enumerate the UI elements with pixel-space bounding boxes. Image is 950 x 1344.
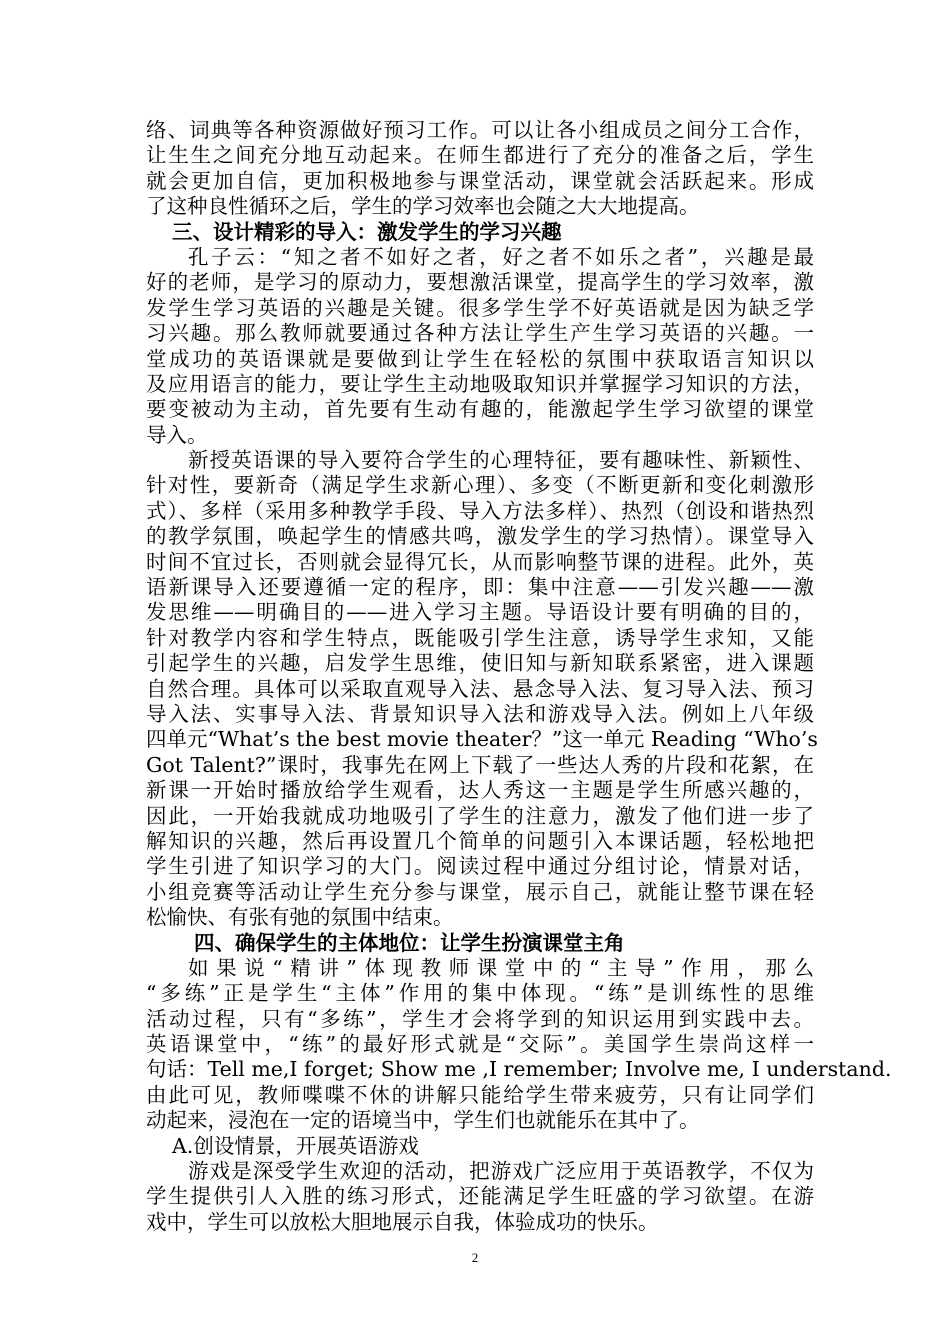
text-line: 如果说“精讲”体现教师课堂中的“主导”作用，那么: [188, 955, 814, 980]
text-line: 发思维——明确目的——进入学习主题。导语设计要有明确的目的，: [146, 600, 814, 625]
text-line: 针对教学内容和学生特点，既能吸引学生注意，诱导学生求知，又能: [146, 625, 814, 650]
text-line: 自然合理。具体可以采取直观导入法、悬念导入法、复习导入法、预习: [146, 676, 814, 701]
text-line: 引起学生的兴趣，启发学生思维，使旧知与新知联系紧密，进入课题: [146, 651, 814, 676]
section-heading: 三、设计精彩的导入：激发学生的学习兴趣: [172, 219, 562, 244]
text-line: 针对性，要新奇（满足学生求新心理）、多变（不断更新和变化刺激形: [146, 473, 814, 498]
text-line: “多练”正是学生“主体”作用的集中体现。“练”是训练性的思维: [146, 981, 814, 1006]
subsection-heading: A.创设情景，开展英语游戏: [172, 1133, 419, 1158]
text-line: 因此，一开始我就成功地吸引了学生的注意力，激发了他们进一步了: [146, 803, 814, 828]
text-line: 戏中，学生可以放松大胆地展示自我，体验成功的快乐。: [146, 1209, 659, 1234]
text-line: 堂成功的英语课就是要做到让学生在轻松的氛围中获取语言知识以: [146, 346, 814, 371]
text-line: 新授英语课的导入要符合学生的心理特征，要有趣味性、新颖性、: [188, 448, 814, 473]
text-line: 英语课堂中，“练”的最好形式就是“交际”。美国学生崇尚这样一: [146, 1032, 814, 1057]
text-line: 四单元“What’s the best movie theater？”这一单元 Reading “Who’s: [146, 727, 818, 752]
text-line: 习兴趣。那么教师就要通过各种方法让学生产生学习英语的兴趣。一: [146, 321, 814, 346]
text-line: 时间不宜过长，否则就会显得冗长，从而影响整节课的进程。此外，英: [146, 549, 814, 574]
text-line: 要变被动为主动，首先要有生动有趣的，能激起学生学习欲望的课堂: [146, 397, 814, 422]
text-line: 就会更加自信，更加积极地参与课堂活动，课堂就会活跃起来。形成: [146, 168, 814, 193]
text-line: 小组竞赛等活动让学生充分参与课堂，展示自己，就能让整节课在轻: [146, 879, 814, 904]
text-line: 式）、多样（采用多种教学手段、导入方法多样）、热烈（创设和谐热烈: [146, 498, 814, 523]
text-line: 语新课导入还要遵循一定的程序，即：集中注意——引发兴趣——激: [146, 575, 814, 600]
text-line: 松愉快、有张有弛的氛围中结束。: [146, 905, 454, 930]
text-line: 活动过程，只有“多练”，学生才会将学到的知识运用到实践中去。: [146, 1006, 814, 1031]
text-line: 动起来，浸泡在一定的语境当中，学生们也就能乐在其中了。: [146, 1108, 700, 1133]
text-line: 了这种良性循环之后，学生的学习效率也会随之大大地提高。: [146, 194, 700, 219]
text-line: 及应用语言的能力，要让学生主动地吸取知识并掌握学习知识的方法，: [146, 371, 814, 396]
text-line: 由此可见，教师喋喋不休的讲解只能给学生带来疲劳，只有让同学们: [146, 1082, 814, 1107]
text-line: 句话：Tell me,I forget; Show me ,I remember; Involve me, I understand.: [146, 1057, 892, 1082]
section-heading: 四、确保学生的主体地位：让学生扮演课堂主角: [194, 930, 625, 955]
page-number: 2: [471, 1250, 479, 1265]
text-line: 导入。: [146, 422, 208, 447]
text-line: 的教学氛围，唤起学生的情感共鸣，激发学生的学习热情）。课堂导入: [146, 524, 814, 549]
text-line: 导入法、实事导入法、背景知识导入法和游戏导入法。例如上八年级: [146, 701, 814, 726]
document-body: [146, 118, 892, 1235]
text-line: 孔子云：“知之者不如好之者，好之者不如乐之者”，兴趣是最: [188, 244, 814, 269]
text-line: 学生提供引人入胜的练习形式，还能满足学生旺盛的学习欲望。在游: [146, 1184, 814, 1209]
text-line: 游戏是深受学生欢迎的活动，把游戏广泛应用于英语教学，不仅为: [188, 1159, 814, 1184]
text-line: 解知识的兴趣，然后再设置几个简单的问题引入本课话题，轻松地把: [146, 828, 814, 853]
text-line: 让生生之间充分地互动起来。在师生都进行了充分的准备之后，学生: [146, 143, 814, 168]
text-line: 好的老师，是学习的原动力，要想激活课堂，提高学生的学习效率，激: [146, 270, 814, 295]
text-line: 学生引进了知识学习的大门。阅读过程中通过分组讨论，情景对话，: [146, 854, 814, 879]
text-line: 新课一开始时播放给学生观看，达人秀这一主题是学生所感兴趣的，: [146, 778, 814, 803]
text-line: Got Talent?”课时，我事先在网上下载了一些达人秀的片段和花絮，在: [146, 752, 814, 777]
text-line: 络、词典等各种资源做好预习工作。可以让各小组成员之间分工合作，: [146, 118, 814, 142]
text-line: 发学生学习英语的兴趣是关键。很多学生学不好英语就是因为缺乏学: [146, 295, 814, 320]
